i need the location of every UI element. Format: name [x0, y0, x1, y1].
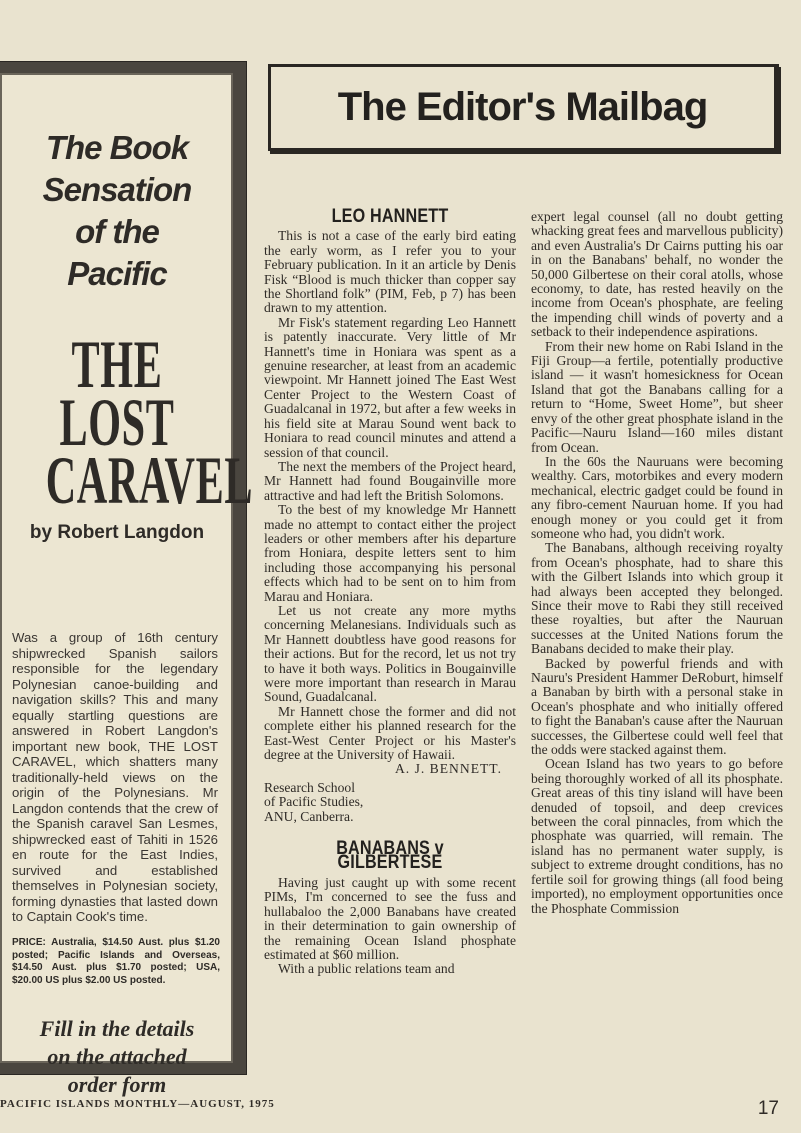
letter-paragraph: To the best of my knowledge Mr Hannett made no attempt to contact either the project leaders or other members after his departure from Honiara, despite letters sent to him including those accompanying his personal effects which had to be sent on to him from Marau and Honiara.	[264, 502, 516, 604]
ad-heading-line: The Book	[45, 129, 189, 166]
article-column-middle	[264, 206, 516, 977]
book-title-line: CARAVEL	[45, 442, 254, 518]
letter-paragraph: Mr Fisk's statement regarding Leo Hannett is patently inaccurate. Very little of Mr Hannett's time in Honiara was spent as a genuine researcher, at least from an academic viewpoint. Mr Hannett joined The East West Center Project to the Western Coast of Guadalcanal in 1972, but after a few weeks in his field site at Marau Sound went back to Honiara to read council minutes and attend a session of that council.	[264, 314, 516, 460]
ad-price: PRICE: Australia, $14.50 Aust. plus $1.20 posted; Pacific Islands and Overseas, $14.50 Aust. plus $1.70 posted; USA, $20.00 US plus $2.00 US posted.	[12, 937, 220, 986]
letter-paragraph: With a public relations team and	[278, 961, 455, 977]
ad-heading-line: Pacific	[67, 255, 167, 292]
order-form-line: order form	[67, 1072, 167, 1097]
order-form-prompt	[2, 1015, 232, 1099]
letter-heading: BANABANS v GILBERTESE	[336, 838, 444, 874]
book-title-line: THE	[71, 326, 163, 402]
order-form-line: Fill in the details	[39, 1016, 195, 1041]
article-column-right	[531, 210, 783, 916]
page-number: 17	[757, 1098, 779, 1119]
letter-signature: A. J. BENNETT.	[394, 761, 502, 777]
letter-paragraph: The Banabans, although receiving royalty from Ocean's phosphate, had to share this with the Gilbert Islands into which group it had always been accepted they belonged. Since their move to Rabi they still received these royalties, but after the Nauruan successes at the United Nations forum the Banabans decided to make their play.	[531, 540, 783, 657]
letter-paragraph: Ocean Island has two years to go before being thoroughly worked of all its phosphate. Great areas of this tiny island will have been denuded of topsoil, and deep crevices between the coral pinnacles, from which the phosphate was quarried, will remain. The island has no permanent water supply, is subject to extreme drought conditions, has no fertile soil for growing things (all food being imported), no employment opportunities once the Phosphate Commission	[531, 756, 783, 916]
book-title-line: LOST	[59, 384, 175, 460]
order-form-line: on the attached	[47, 1044, 187, 1069]
letter-paragraph: In the 60s the Nauruans were becoming wealthy. Cars, motorbikes and every modern mechanical, electric gadget could be found in any fibro-cement Nauruan home. If you had enough money or you could get it from someone who had, you didn't work.	[531, 453, 783, 541]
letter-paragraph: This is not a case of the early bird eating the early worm, as I refer you to your February publication. In it an article by Denis Fisk “Blood is much thicker than copper say the Shortland folk” (PIM, Feb, p 7) has been drawn to my attention.	[264, 228, 516, 316]
letter-paragraph: From their new home on Rabi Island in the Fiji Group—a fertile, potentially productive island — it wasn't homesickness for Ocean Island that got the Banabans calling for a return to “Home, Sweet Home”, but sheer envy of the other great phosphate island in the Pacific—Nauru Island—160 miles distant from Ocean.	[531, 338, 783, 455]
letter-paragraph: Backed by powerful friends and with Nauru's President Hammer DeRoburt, himself a Banaban by birth with a personal stake in Ocean's phosphate and who initially offered to fight the Banaban's cause after the Nauruan successes, the Gilbertese could well feel that the odds were stacked against them.	[531, 655, 783, 758]
advertisement-panel	[0, 73, 254, 1097]
letter-heading: LEO HANNETT	[331, 206, 449, 227]
ad-heading-line: Sensation	[42, 171, 192, 208]
ad-description: Was a group of 16th century shipwrecked Spanish sailors responsible for the legendary Polynesian canoe-building and navigation skills? This and many equally startling questions are answered in Robert Langdon's important new book, THE LOST CARAVEL, which shatters many traditionally-held views on the origin of the Polynesians. Mr Langdon contends that the crew of the Spanish caravel San Lesmes, shipwrecked east of Tahiti in 1526 en route for the East Indies, survived and established themselves in Polynesian society, forming dynasties that lasted down to Captain Cook's time.	[12, 630, 218, 924]
letter-paragraph: Having just caught up with some recent PIMs, I'm concerned to see the fuss and hullabaloo the 2,000 Banabans have created in their determination to gain ownership of the remaining Ocean Island phosphate estimated at $60 million.	[264, 874, 516, 962]
signature-address-line: of Pacific Studies,	[264, 794, 364, 810]
page-title: The Editor's Mailbag	[337, 85, 708, 129]
letter-paragraph: Let us not create any more myths concerning Melanesians. Individuals such as Mr Hannett doubtless have good reasons for their actions. But for the record, let us not try to have it both ways. Politics in Bougainville were more important than research in Marau Sound, Guadalcanal.	[264, 602, 516, 705]
letter-paragraph: expert legal counsel (all no doubt getting whacking great fees and marvellous publicity) and even Australia's Dr Cairns putting his oar in on the Banabans' behalf, no wonder the 50,000 Gilbertese on their coral atolls, whose economy, to date, has rested heavily on the income from Ocean's phosphate, are feeling the impending chill winds of poverty and a setback to their independence aspirations.	[531, 209, 783, 340]
ad-heading-line: of the	[75, 213, 159, 250]
running-footer: PACIFIC ISLANDS MONTHLY—AUGUST, 1975	[0, 1098, 275, 1110]
signature-address-line: ANU, Canberra.	[264, 808, 354, 824]
letter-paragraph: Mr Hannett chose the former and did not complete either his planned research for the East-West Center Project or his Master's degree at the University of Hawaii.	[264, 703, 516, 763]
signature-address-line: Research School	[264, 779, 355, 795]
letter-paragraph: The next the members of the Project heard, Mr Hannett had found Bougainville more attractive and had left the British Solomons.	[264, 458, 516, 503]
section-header	[268, 64, 779, 151]
book-author: by Robert Langdon	[29, 522, 205, 543]
book-advertisement	[0, 62, 254, 1097]
